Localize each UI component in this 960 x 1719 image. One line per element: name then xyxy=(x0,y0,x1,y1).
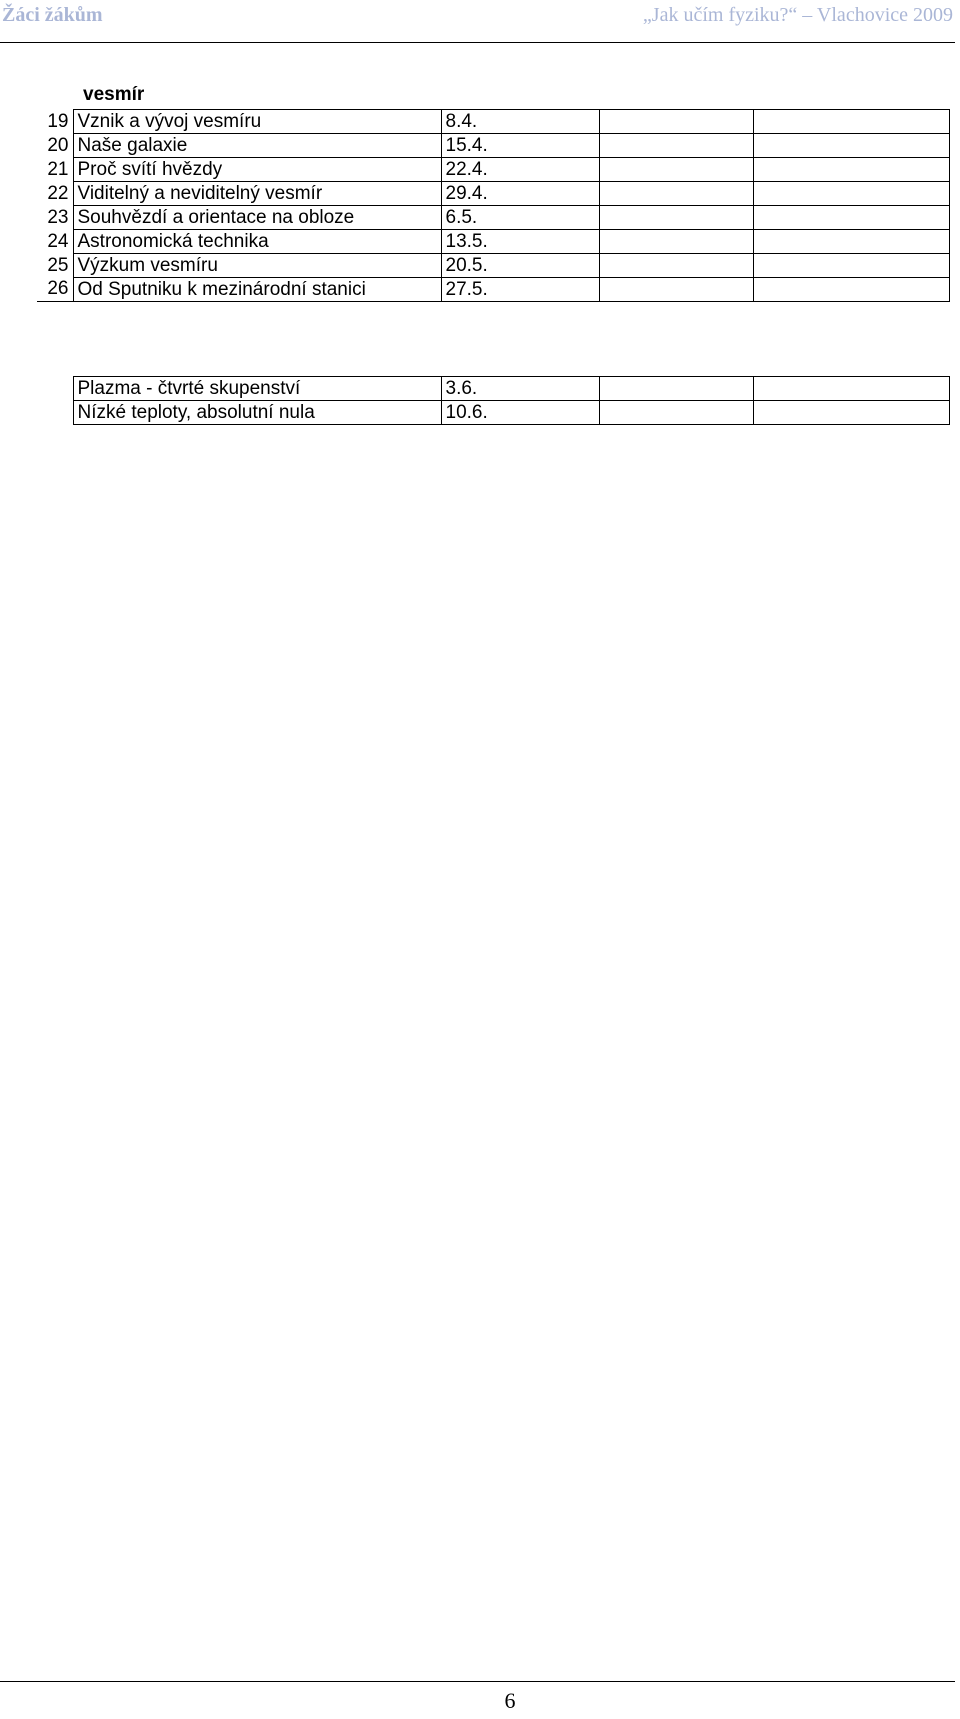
blank-cell xyxy=(753,401,949,425)
lessons-table xyxy=(37,109,950,302)
lesson-name: Výzkum vesmíru xyxy=(73,254,441,278)
blank-cell xyxy=(753,206,949,230)
blank-cell xyxy=(753,134,949,158)
lesson-number: 21 xyxy=(47,158,69,180)
lesson-number: 24 xyxy=(47,230,69,252)
lesson-number: 25 xyxy=(47,254,69,276)
lesson-name: Plazma - čtvrté skupenství xyxy=(73,377,441,401)
blank-cell xyxy=(599,206,753,230)
lesson-number xyxy=(37,401,73,425)
table-row xyxy=(37,158,949,182)
lesson-name: Nízké teploty, absolutní nula xyxy=(73,401,441,425)
extra-lessons-table xyxy=(37,376,950,425)
lesson-number: 20 xyxy=(47,134,69,156)
blank-cell xyxy=(753,254,949,278)
blank-cell xyxy=(599,377,753,401)
blank-cell xyxy=(599,182,753,206)
blank-cell xyxy=(753,377,949,401)
blank-cell xyxy=(753,230,949,254)
blank-cell xyxy=(599,278,753,302)
table-row xyxy=(37,278,949,302)
lesson-date: 13.5. xyxy=(441,230,599,254)
lesson-number: 23 xyxy=(47,206,69,228)
lesson-name: Viditelný a neviditelný vesmír xyxy=(73,182,441,206)
table-row xyxy=(37,230,949,254)
blank-cell xyxy=(599,254,753,278)
blank-cell xyxy=(599,158,753,182)
page-header xyxy=(0,0,955,43)
header-right-title: „Jak učím fyziku?“ – Vlachovice 2009 xyxy=(642,4,953,26)
table-row xyxy=(37,401,949,425)
lesson-number: 22 xyxy=(47,182,69,204)
table-row xyxy=(37,182,949,206)
lesson-name: Astronomická technika xyxy=(73,230,441,254)
lesson-date: 6.5. xyxy=(441,206,599,230)
blank-cell xyxy=(753,158,949,182)
lesson-date: 10.6. xyxy=(441,401,599,425)
table-row xyxy=(37,110,949,134)
blank-cell xyxy=(599,401,753,425)
lesson-date: 27.5. xyxy=(441,278,599,302)
lesson-number: 19 xyxy=(47,110,69,132)
table-row xyxy=(37,254,949,278)
lesson-date: 15.4. xyxy=(441,134,599,158)
blank-cell xyxy=(599,230,753,254)
lesson-date: 29.4. xyxy=(441,182,599,206)
lesson-date: 20.5. xyxy=(441,254,599,278)
table-row xyxy=(37,206,949,230)
lesson-number xyxy=(37,377,73,401)
blank-cell xyxy=(599,110,753,134)
lesson-name: Od Sputniku k mezinárodní stanici xyxy=(73,278,441,302)
blank-cell xyxy=(753,110,949,134)
blank-cell xyxy=(753,182,949,206)
blank-cell xyxy=(753,278,949,302)
table-row xyxy=(37,134,949,158)
lesson-name: Souhvězdí a orientace na obloze xyxy=(73,206,441,230)
lesson-name: Proč svítí hvězdy xyxy=(73,158,441,182)
footer-divider xyxy=(0,1681,955,1682)
lesson-name: Naše galaxie xyxy=(73,134,441,158)
lesson-number: 26 xyxy=(37,278,73,302)
lesson-name: Vznik a vývoj vesmíru xyxy=(73,110,441,134)
page-number: 6 xyxy=(504,1688,516,1713)
header-left-title: Žáci žákům xyxy=(2,4,103,26)
section-title: vesmír xyxy=(83,84,145,105)
lesson-date: 3.6. xyxy=(441,377,599,401)
blank-cell xyxy=(599,134,753,158)
lesson-date: 8.4. xyxy=(441,110,599,134)
lesson-date: 22.4. xyxy=(441,158,599,182)
table-row xyxy=(37,377,949,401)
